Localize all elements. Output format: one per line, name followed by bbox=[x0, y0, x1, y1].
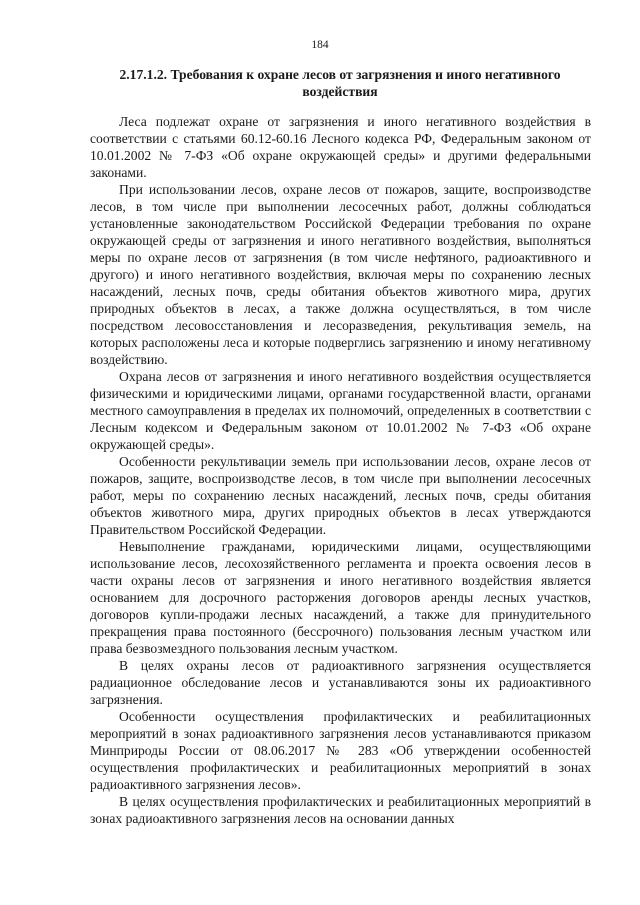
paragraph: В целях охраны лесов от радиоактивного загрязнения осуществляется радиационное обследование лесов и устанавливаются зоны их радиоактивного загрязнения. bbox=[90, 658, 591, 707]
page-number: 184 bbox=[311, 39, 329, 51]
paragraph: Особенности осуществления профилактических и реабилитационных мероприятий в зонах радиоактивного загрязнения лесов устанавливаются приказом Минприроды России от 08.06.2017 № 283 «Об утверждении особенностей осуществления профилактических и реабилитационных мероприятий в зонах радиоактивного загрязнения лесов». bbox=[90, 709, 591, 792]
section-heading: 2.17.1.2. Требования к охране лесов от загрязнения и иного негативного воздействия bbox=[119, 67, 561, 99]
paragraph: Леса подлежат охране от загрязнения и иного негативного воздействия в соответствии с статьями 60.12-60.16 Лесного кодекса РФ, Федеральным законом от 10.01.2002 № 7-ФЗ «Об охране окружающей среды» и другими федеральными законами. bbox=[90, 114, 591, 180]
paragraph: Охрана лесов от загрязнения и иного негативного воздействия осуществляется физическими и юридическими лицами, органами государственной власти, органами местного самоуправления в пределах их полномочий, определенных в соответствии с Лесным кодексом и Федеральным законом от 10.01.2002 № 7-ФЗ «Об охране окружающей среды». bbox=[90, 369, 591, 452]
paragraph: Невыполнение гражданами, юридическими лицами, осуществляющими использование лесов, лесохозяйственного регламента и проекта освоения лесов в части охраны лесов от загрязнения и иного негативного воздействия является основанием для досрочного расторжения договоров аренды лесных участков, договоров купли-продажи лесных насаждений, а также для принудительного прекращения права постоянного (бессрочного) пользования лесным участком или права безвозмездного пользования лесным участком. bbox=[90, 539, 591, 656]
paragraph: При использовании лесов, охране лесов от пожаров, защите, воспроизводстве лесов, в том числе при выполнении лесосечных работ, должны соблюдаться установленные законодательством Российской Федерации требования по охране окружающей среды от загрязнения и иного негативного воздействия, выполняться меры по охране лесов от загрязнения (в том числе нефтяного, радиоактивного и другого) и иного негативного воздействия, включая меры по сохранению лесных насаждений, лесных почв, среды обитания объектов животного мира, других природных объектов в лесах, а также должна осуществляться, в том числе посредством лесовосстановления и лесоразведения, рекультивация земель, на которых расположены леса и которые подверглись загрязнению и иному негативному воздействию. bbox=[90, 182, 591, 367]
body-text bbox=[90, 113, 591, 827]
paragraph: Особенности рекультивации земель при использовании лесов, охране лесов от пожаров, защите, воспроизводстве лесов, в том числе при выполнении лесосечных работ, меры по сохранению лесных насаждений, лесных почв, среды обитания объектов животного мира, других природных объектов в лесах утверждаются Правительством Российской Федерации. bbox=[90, 454, 591, 537]
paragraph: В целях осуществления профилактических и реабилитационных мероприятий в зонах радиоактивного загрязнения лесов на основании данных bbox=[90, 794, 591, 826]
